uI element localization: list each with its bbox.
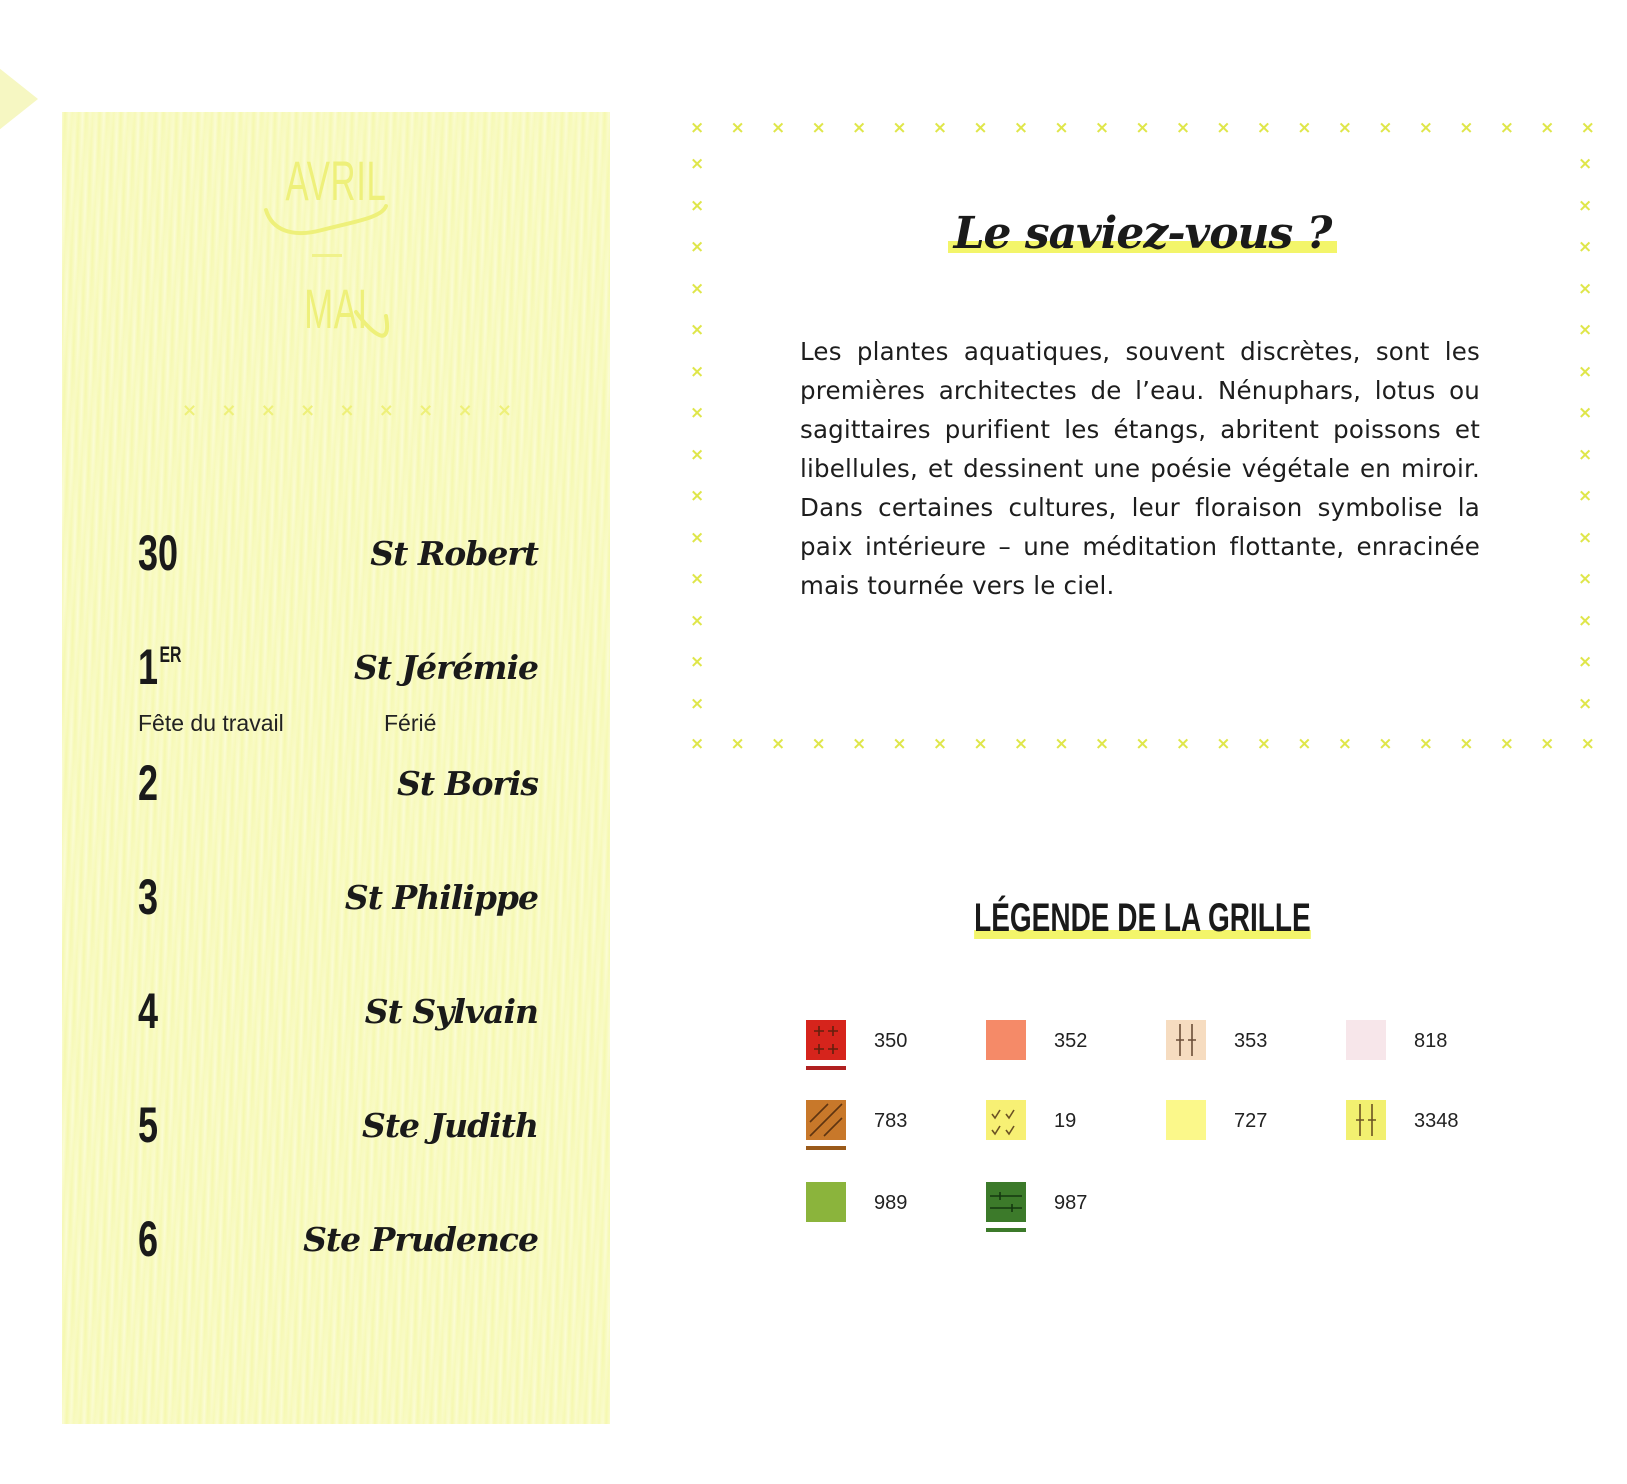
box-title-text: Le saviez-vous ?	[948, 208, 1338, 259]
cross-icon: ×	[690, 237, 705, 258]
saint-name: St Boris	[397, 764, 538, 803]
box-paragraph: Les plantes aquatiques, souvent discrètes, sont les premières architectes de l’eau. Nénuphars, lotus ou sagittaires purifient les étangs, abritent poissons et libellules, et dessinent une poésie végétale en miroir. Dans certaines cultures, leur floraison symbolise la paix intérieure – une méditation flottante, enracinée mais tournée vers le ciel.	[800, 337, 1480, 600]
cross-icon: ×	[1578, 237, 1593, 258]
saint-name: St Robert	[370, 534, 538, 573]
thread-code: 350	[874, 1030, 908, 1052]
cross-icon: ×	[1297, 118, 1312, 138]
month-avril: AVRIL	[285, 149, 387, 212]
cross-icon: ×	[1054, 118, 1069, 138]
cross-icon: ×	[1540, 118, 1555, 138]
box-title	[690, 208, 1595, 259]
holiday-status: Férié	[384, 710, 437, 736]
day-ordinal: ER	[159, 642, 182, 667]
legend-item	[1166, 1020, 1336, 1072]
thread-code: 783	[874, 1110, 908, 1132]
cross-icon: ×	[1175, 118, 1191, 138]
saint-name: St Philippe	[344, 878, 538, 917]
legend-title-text: LÉGENDE DE LA GRILLE	[974, 896, 1311, 940]
thread-color-swatch	[806, 1020, 846, 1060]
cross-icon: ×	[339, 400, 355, 421]
saint-name: St Sylvain	[364, 992, 538, 1031]
decorative-cross-row	[182, 400, 512, 421]
thread-code: 987	[1054, 1192, 1088, 1214]
cross-icon: ×	[1418, 118, 1433, 138]
cross-icon: ×	[1094, 118, 1110, 138]
thread-code: 727	[1234, 1110, 1268, 1132]
cross-icon: ×	[690, 444, 705, 465]
day-row	[138, 639, 538, 742]
cross-icon: ×	[1580, 734, 1595, 754]
thread-color-swatch	[986, 1020, 1026, 1060]
saint-name: Ste Prudence	[303, 1220, 538, 1259]
cross-icon: ×	[1459, 734, 1474, 754]
cross-icon: ×	[690, 403, 705, 424]
cross-icon: ×	[1578, 361, 1593, 382]
cross-icon: ×	[1578, 154, 1593, 174]
swatch-backstitch-line	[986, 1228, 1026, 1232]
cross-icon: ×	[1578, 278, 1593, 299]
cross-icon: ×	[1256, 734, 1272, 754]
cross-icon: ×	[690, 320, 705, 341]
cross-icon: ×	[690, 154, 705, 174]
cross-icon: ×	[1578, 486, 1593, 507]
legend-item	[986, 1020, 1156, 1072]
day-number: 5	[138, 1097, 159, 1153]
cross-stitch-border-bottom	[690, 734, 1595, 754]
legend-item	[1346, 1020, 1516, 1072]
cross-icon: ×	[1378, 734, 1393, 754]
cross-icon: ×	[260, 400, 276, 421]
day-row	[138, 1211, 538, 1284]
thread-code: 989	[874, 1192, 908, 1214]
cross-icon: ×	[690, 486, 705, 507]
cross-icon: ×	[851, 118, 867, 138]
thread-color-swatch	[986, 1100, 1026, 1140]
thread-code: 19	[1054, 1110, 1077, 1132]
thread-color-swatch	[1166, 1100, 1206, 1140]
cross-icon: ×	[690, 569, 705, 590]
cross-icon: ×	[1297, 734, 1312, 754]
thread-code: 352	[1054, 1030, 1088, 1052]
cross-icon: ×	[932, 734, 948, 754]
saint-name: Ste Judith	[361, 1106, 538, 1145]
saint-name: St Jérémie	[353, 648, 538, 687]
cross-icon: ×	[1578, 444, 1593, 465]
cross-icon: ×	[1578, 527, 1593, 548]
cross-icon: ×	[1578, 693, 1593, 714]
cross-icon: ×	[1256, 118, 1272, 138]
day-number: 4	[138, 983, 159, 1039]
day-row	[138, 525, 538, 598]
cross-icon: ×	[690, 693, 705, 714]
thread-color-swatch	[1346, 1100, 1386, 1140]
cross-icon: ×	[690, 734, 705, 754]
thread-color-swatch	[1166, 1020, 1206, 1060]
cross-icon: ×	[457, 400, 473, 421]
cross-icon: ×	[1135, 734, 1150, 754]
cross-icon: ×	[770, 734, 786, 754]
cross-icon: ×	[1578, 569, 1593, 590]
cross-icon: ×	[690, 118, 705, 138]
thread-color-swatch	[1346, 1020, 1386, 1060]
cross-icon: ×	[1578, 610, 1593, 631]
cross-icon: ×	[1175, 734, 1191, 754]
cross-icon: ×	[690, 652, 705, 673]
cross-icon: ×	[1337, 734, 1352, 754]
cross-icon: ×	[892, 118, 907, 138]
cross-icon: ×	[1054, 734, 1069, 754]
day-row	[138, 755, 538, 828]
legend-item	[806, 1182, 976, 1234]
cross-icon: ×	[1459, 118, 1474, 138]
thread-code: 3348	[1414, 1110, 1459, 1132]
cross-icon: ×	[811, 734, 826, 754]
cross-icon: ×	[496, 400, 512, 421]
cross-icon: ×	[221, 400, 237, 421]
cross-icon: ×	[973, 734, 988, 754]
cross-icon: ×	[1216, 734, 1231, 754]
cross-icon: ×	[1418, 734, 1433, 754]
legend-item	[986, 1100, 1156, 1152]
cross-icon: ×	[811, 118, 826, 138]
cross-icon: ×	[1578, 320, 1593, 341]
cross-icon: ×	[1499, 734, 1514, 754]
did-you-know-box	[690, 118, 1595, 754]
cross-icon: ×	[770, 118, 786, 138]
cross-icon: ×	[1578, 652, 1593, 673]
cross-icon: ×	[730, 118, 745, 138]
legend-item	[1166, 1100, 1336, 1152]
page-corner-mark	[0, 64, 38, 134]
swatch-backstitch-line	[806, 1066, 846, 1070]
day-number: 1ER	[138, 639, 182, 695]
cross-icon: ×	[1013, 734, 1029, 754]
cross-icon: ×	[690, 610, 705, 631]
holiday-name: Fête du travail	[138, 710, 284, 736]
cross-icon: ×	[932, 118, 948, 138]
legend-item	[986, 1182, 1156, 1234]
cross-icon: ×	[378, 400, 394, 421]
cross-icon: ×	[851, 734, 867, 754]
month-mai: MAI	[304, 277, 368, 340]
cross-icon: ×	[1013, 118, 1029, 138]
cross-icon: ×	[1580, 118, 1595, 138]
day-number: 3	[138, 869, 159, 925]
cross-icon: ×	[1216, 118, 1231, 138]
day-row	[138, 869, 538, 942]
cross-stitch-border-top	[690, 118, 1595, 138]
thread-code: 353	[1234, 1030, 1268, 1052]
legend-item	[806, 1100, 976, 1152]
day-number: 30	[138, 525, 179, 581]
cross-icon: ×	[690, 361, 705, 382]
thread-color-swatch	[806, 1182, 846, 1222]
thread-color-swatch	[806, 1100, 846, 1140]
month-swirl-ornament	[262, 200, 422, 360]
thread-color-swatch	[986, 1182, 1026, 1222]
cross-icon: ×	[418, 400, 434, 421]
cross-icon: ×	[730, 734, 745, 754]
cross-icon: ×	[1540, 734, 1555, 754]
cross-icon: ×	[973, 118, 988, 138]
swatch-backstitch-line	[806, 1146, 846, 1150]
cross-icon: ×	[1578, 403, 1593, 424]
thread-code: 818	[1414, 1030, 1448, 1052]
cross-icon: ×	[1578, 195, 1593, 216]
cross-icon: ×	[1337, 118, 1352, 138]
day-row	[138, 983, 538, 1056]
day-number: 6	[138, 1211, 159, 1267]
cross-icon: ×	[1094, 734, 1110, 754]
cross-icon: ×	[892, 734, 907, 754]
cross-icon: ×	[182, 400, 198, 421]
cross-icon: ×	[1499, 118, 1514, 138]
legend-item	[1346, 1100, 1516, 1152]
cross-icon: ×	[1135, 118, 1150, 138]
day-number: 2	[138, 755, 159, 811]
cross-icon: ×	[690, 527, 705, 548]
cross-icon: ×	[690, 195, 705, 216]
cross-icon: ×	[690, 278, 705, 299]
cross-icon: ×	[1378, 118, 1393, 138]
legend-item	[806, 1020, 976, 1072]
day-row	[138, 1097, 538, 1170]
legend-title	[690, 896, 1595, 941]
cross-icon: ×	[300, 400, 316, 421]
